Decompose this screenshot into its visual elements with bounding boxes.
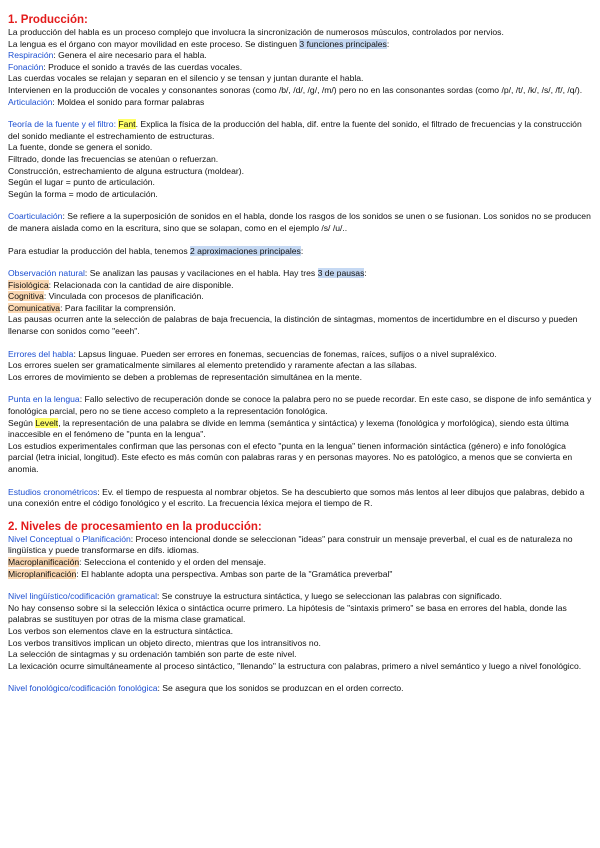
macro-line — [8, 557, 592, 569]
term: Nivel lingüístico/codificación gramatical — [8, 591, 158, 602]
text-run: : Relacionada con la cantidad de aire disponible. — [48, 279, 234, 290]
term: Teoría de la fuente y el filtro: — [8, 119, 116, 130]
term: Estudios cronométricos — [8, 486, 98, 497]
term: Coarticulación — [8, 211, 63, 222]
paragraph: Los errores de movimiento se deben a problemas de representación simultánea en la mente. — [8, 371, 362, 382]
cronometricos-line — [8, 487, 592, 510]
text-run: : Se analizan las pausas y vacilaciones en el habla. Hay tres — [84, 268, 318, 279]
text-run: : — [386, 38, 390, 49]
fisiologica-line — [8, 280, 592, 292]
term: Fonación — [8, 61, 44, 72]
text-run: : Genera el aire necesario para el habla. — [53, 50, 207, 61]
paragraph: No hay consenso sobre si la selección léxica o sintáctica ocurre primero. La hipótesis de "sintaxis primero" se basa en errores del habla, donde las palabras se sustituyen por otras de la misma clase gramatical. — [8, 602, 567, 625]
respiracion-line — [8, 50, 592, 62]
paragraph: Las pausas ocurren ante la selección de palabras de baja frecuencia, la distinción de sintagmas, momentos de incertidumbre en el discurso y pueden llenarse con sonidos como "eeeh". — [8, 314, 578, 337]
micro-line — [8, 569, 592, 581]
paragraph — [8, 39, 592, 51]
paragraph: La fuente, donde se genera el sonido. — [8, 142, 153, 153]
highlight: Fant — [118, 119, 136, 130]
paragraph: Intervienen en la producción de vocales y consonantes sonoras (como /b/, /d/, /g/, /m/) pero no en las consonantes sordas (como /p/, /t/, /k/, /s/, /f/, /q/). — [8, 84, 583, 95]
highlight: Levelt — [35, 417, 59, 428]
text-run: : Lapsus linguae. Pueden ser errores en fonemas, secuencias de fonemas, raíces, sufijos o a nivel supraléxico. — [73, 348, 497, 359]
text-run: , la representación de una palabra se divide en lemma (semántica y sintáctica) y lexema (fonológica y morfológica), siendo esta última inaccesible en el fenómeno de "punta en la lengua". — [8, 417, 569, 440]
term: Articulación — [8, 96, 53, 107]
highlight: Cognitiva — [8, 291, 44, 302]
term: Punta en la lengua — [8, 394, 80, 405]
articulacion-line — [8, 97, 592, 109]
linguistico-line — [8, 591, 592, 603]
paragraph: La selección de sintagmas y su ordenación también son parte de este nivel. — [8, 649, 297, 660]
highlight: 3 funciones principales — [299, 38, 387, 49]
term: Nivel Conceptual o Planificación — [8, 533, 131, 544]
paragraph: Según el lugar = punto de articulación. — [8, 177, 155, 188]
text-run: : Se asegura que los sonidos se produzcan en el orden correcto. — [157, 683, 404, 694]
paragraph — [8, 27, 592, 39]
text-run: : Vinculada con procesos de planificación. — [43, 291, 204, 302]
section-1-title: 1. Producción: — [8, 14, 88, 26]
text-run: : Moldea el sonido para formar palabras — [52, 96, 205, 107]
text-run: La lengua es el órgano con mayor movilidad en este proceso. Se distinguen — [8, 38, 300, 49]
highlight: Comunicativa — [8, 302, 61, 313]
highlight: 2 aproximaciones principales — [190, 245, 301, 256]
text-run: : Proceso intencional donde se seleccionan "ideas" para construir un mensaje preverbal, el cual es de naturaleza no lingüística y puede transformarse en difs. idiomas. — [8, 533, 573, 556]
term: Observación natural — [8, 268, 85, 279]
levelt-line — [8, 418, 592, 441]
paragraph: Construcción, estrechamiento de alguna estructura (moldear). — [8, 165, 244, 176]
fonacion-line — [8, 62, 592, 74]
text-run: : Ev. el tiempo de respuesta al nombrar objetos. Se ha descubierto que somos más lentos al leer dibujos que palabras, debido a una conexión entre el código fonológico y el escrito. La frecuencia léxica mejora el tiempo de R. — [8, 486, 585, 509]
section-2-title: 2. Niveles de procesamiento en la producción: — [8, 520, 262, 533]
text-run: Según — [8, 417, 36, 428]
fonologico-line — [8, 683, 592, 695]
paragraph: Los verbos son elementos clave en la estructura sintáctica. — [8, 625, 233, 636]
paragraph: Según la forma = modo de articulación. — [8, 188, 158, 199]
paragraph: Filtrado, donde las frecuencias se atenúan o refuerzan. — [8, 153, 219, 164]
paragraph: Los estudios experimentales confirman que las personas con el efecto "punta en la lengua" tienen información sintáctica (género) e info fonológica parcial (letra inicial, longitud). Este efecto es más común con palabras raras y en personas mayores. No es patológico, a menos que se convierta en anomia. — [8, 440, 573, 474]
highlight: 3 de pausas — [317, 268, 365, 279]
comunicativa-line — [8, 303, 592, 315]
term: Nivel fonológico/codificación fonológica — [8, 683, 158, 694]
text-run: : — [364, 268, 367, 279]
text-run: La producción del habla es un proceso complejo que involucra la sincronización de numerosos músculos, controlados por nervios. — [8, 27, 504, 37]
punta-line — [8, 394, 592, 417]
highlight: Macroplanificación — [8, 556, 80, 567]
errores-line — [8, 349, 592, 361]
paragraph: Los errores suelen ser gramaticalmente similares al elemento pretendido y raramente afectan a las sílabas. — [8, 360, 417, 371]
term: Respiración — [8, 50, 54, 61]
paragraph: Los verbos transitivos implican un objeto directo, mientras que los intransitivos no. — [8, 637, 321, 648]
text-run: Para estudiar la producción del habla, tenemos — [8, 245, 191, 256]
text-run: : Selecciona el contenido y el orden del mensaje. — [79, 556, 266, 567]
text-run: : Fallo selectivo de recuperación donde se conoce la palabra pero no se puede recordar. En este caso, se dispone de info semántica y fonológica parcial, pero no se tiene acceso completo a la representación fonológica. — [8, 394, 592, 417]
text-run: : Se refiere a la superposición de sonidos en el habla, donde los rasgos de los sonidos se unen o se fusionan. Los sonidos no se producen de manera aislada como en la escritura, sino que se solapan, como en el ejemplo /s/ /u/.. — [8, 211, 591, 233]
highlight: Fisiológica — [8, 279, 49, 290]
highlight: Microplanificación — [8, 568, 77, 579]
text-run: : Se construye la estructura sintáctica, y luego se seleccionan las palabras con significado. — [157, 591, 502, 602]
text-run: : — [300, 245, 304, 256]
coarticulacion-line — [8, 211, 592, 234]
paragraph — [8, 246, 592, 258]
conceptual-line — [8, 534, 592, 557]
observacion-line — [8, 268, 592, 280]
cognitiva-line — [8, 291, 592, 303]
teoria-line — [8, 119, 592, 142]
text-run: : Para facilitar la comprensión. — [60, 302, 176, 313]
text-run: . Explica la física de la producción del habla, dif. entre la fuente del sonido, el filtrado de frecuencias y la construcción del sonido mediante el estrechamiento de estructuras. — [8, 119, 582, 141]
text-run: : El hablante adopta una perspectiva. Ambas son parte de la "Gramática preverbal" — [76, 568, 393, 579]
paragraph: Las cuerdas vocales se relajan y separan en el silencio y se tensan y juntan durante el habla. — [8, 73, 364, 84]
paragraph: La lexicación ocurre simultáneamente al proceso sintáctico, "llenando" la estructura con palabras, primero a nivel semántico y luego a nivel fonológico. — [8, 660, 582, 671]
text-run: : Produce el sonido a través de las cuerdas vocales. — [43, 61, 243, 72]
term: Errores del habla — [8, 348, 74, 359]
